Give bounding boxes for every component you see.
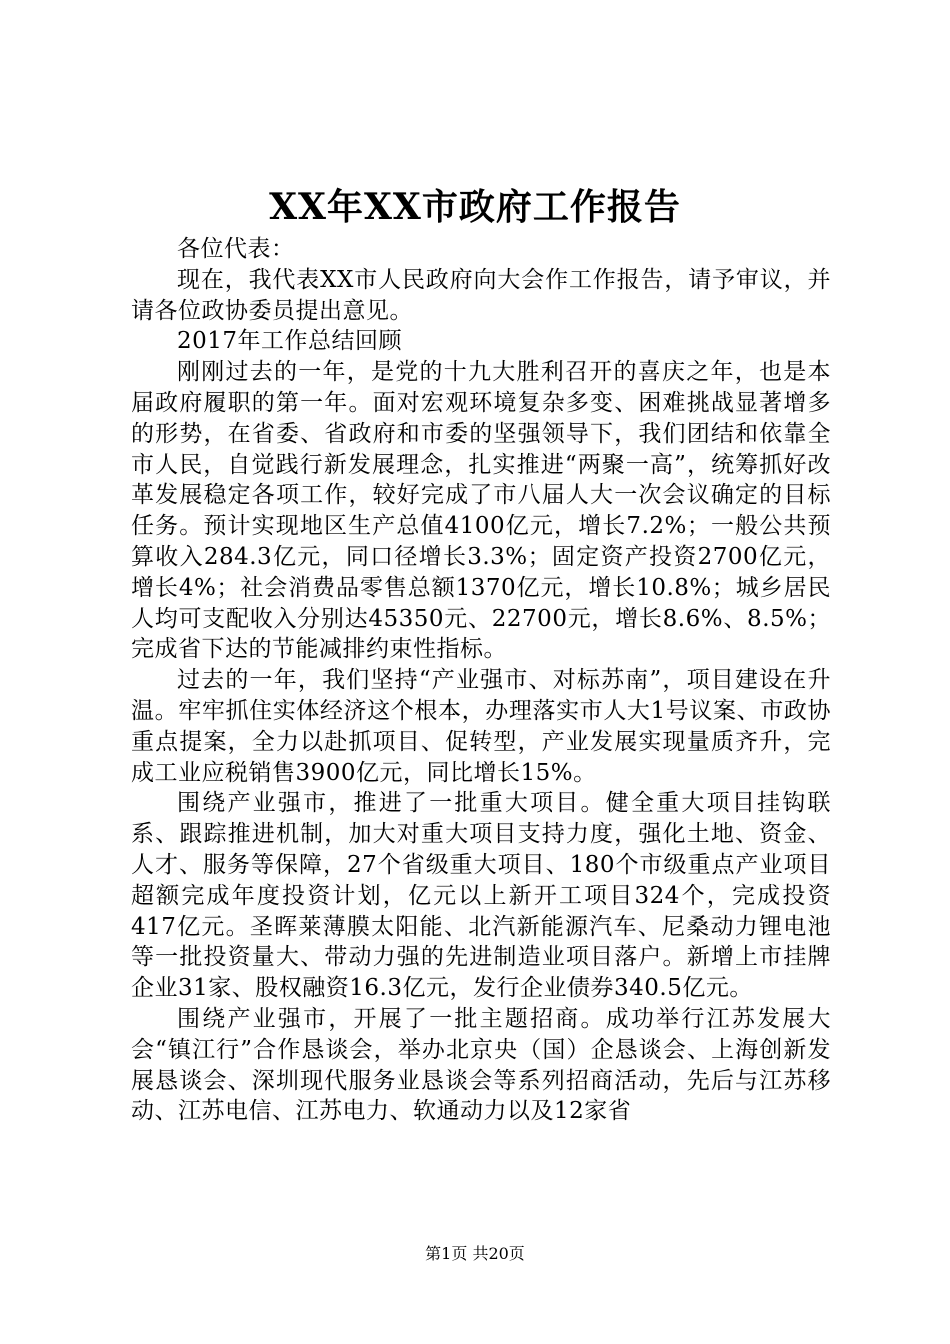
body-paragraph: 过去的一年，我们坚持“产业强市、对标苏南”，项目建设在升温。牢牢抓住实体经济这个根本，办理落实市人大1号议案、市政协重点提案，全力以赴抓项目、促转型，产业发展实现量质齐升，完成工业应税销售3900亿元，同比增长15%。 — [131, 667, 831, 786]
body-paragraph: 围绕产业强市，开展了一批主题招商。成功举行江苏发展大会“镇江行”合作恳谈会，举办北京央（国）企恳谈会、上海创新发展恳谈会、深圳现代服务业恳谈会等系列招商活动，先后与江苏移动、江苏电信、江苏电力、软通动力以及12家省 — [131, 1005, 831, 1125]
page-indicator: 第1页 共20页 — [425, 1244, 525, 1263]
page-footer — [0, 1244, 950, 1264]
body-paragraph: 围绕产业强市，推进了一批重大项目。健全重大项目挂钩联系、跟踪推进机制，加大对重大项目支持力度，强化土地、资金、人才、服务等保障，27个省级重大项目、180个市级重点产业项目超额完成年度投资计划，亿元以上新开工项目324个，完成投资417亿元。圣晖莱薄膜太阳能、北汽新能源汽车、尼桑动力锂电池等一批投资量大、带动力强的先进制造业项目落户。新增上市挂牌企业31家、股权融资16.3亿元，发行企业债券340.5亿元。 — [131, 790, 831, 1002]
body-paragraph: 刚刚过去的一年，是党的十九大胜利召开的喜庆之年，也是本届政府履职的第一年。面对宏观环境复杂多变、困难挑战显著增多的形势，在省委、省政府和市委的坚强领导下，我们团结和依靠全市人民，自觉践行新发展理念，扎实推进“两聚一高”，统筹抓好改革发展稳定各项工作，较好完成了市八届人大一次会议确定的目标任务。预计实现地区生产总值4100亿元，增长7.2%；一般公共预算收入284.3亿元，同口径增长3.3%；固定资产投资2700亿元，增长4%；社会消费品零售总额1370亿元，增长10.8%；城乡居民人均可支配收入分别达45350元、22700元，增长8.6%、8.5%；完成省下达的节能减排约束性指标。 — [131, 359, 831, 663]
section-heading: 2017年工作总结回顾 — [177, 328, 403, 355]
intro-paragraph: 现在，我代表XX市人民政府向大会作工作报告，请予审议，并请各位政协委员提出意见。 — [131, 266, 831, 324]
document-body — [131, 234, 831, 1127]
document-title: XX年XX市政府工作报告 — [269, 186, 681, 228]
salutation-paragraph: 各位代表： — [177, 236, 295, 262]
